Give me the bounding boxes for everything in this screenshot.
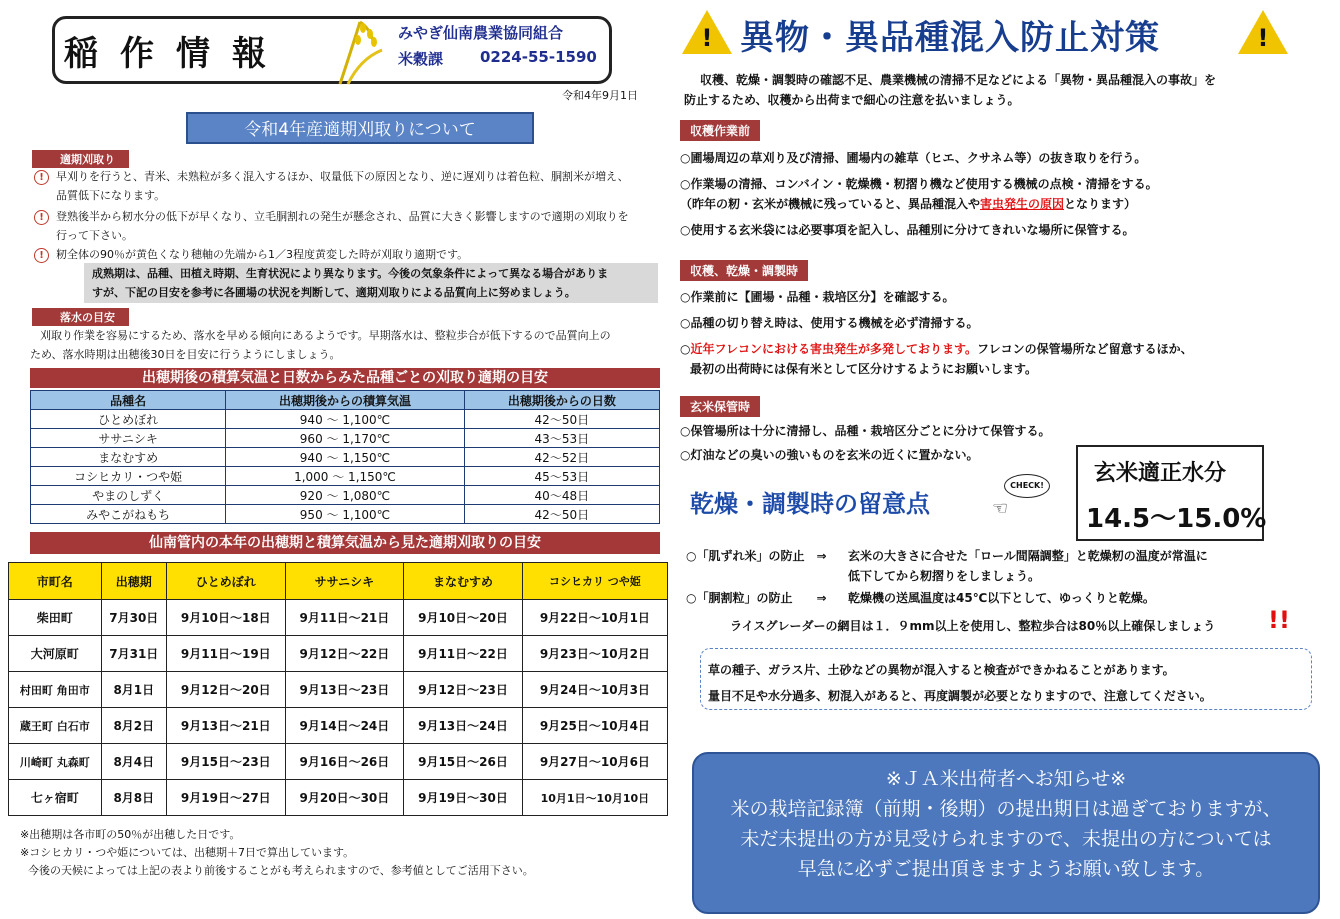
- table2-header: コシヒカリ つや姫: [522, 563, 667, 600]
- grader-text: ライスグレーダーの網目は１．９mm以上を使用し、整粒歩合は80％以上確保しましょう: [730, 619, 1216, 633]
- phone-number: 0224-55-1590: [480, 48, 597, 66]
- table-cell: 9月12日〜20日: [167, 672, 286, 708]
- table-cell: 大河原町: [9, 636, 102, 672]
- pre-harvest-item: ○圃場周辺の草刈り及び清掃、圃場内の雑草（ヒエ、クサネム等）の抜き取りを行う。: [680, 151, 1147, 165]
- table-cell: まなむすめ: [31, 448, 226, 467]
- moisture-label: 玄米適正水分: [1094, 461, 1227, 486]
- storage-item: ○保管場所は十分に清掃し、品種・栽培区分ごとに分けて保管する。: [680, 424, 1051, 438]
- table-cell: 9月14日〜24日: [285, 708, 404, 744]
- intro-line-1: 収穫、乾燥・調製時の確認不足、農業機械の清掃不足などによる「異物・異品種混入の事故」を: [700, 73, 1217, 87]
- ja-notice-line: 早急に必ずご提出頂きますようお願い致します。: [797, 858, 1215, 880]
- warning-icon: !: [34, 210, 49, 225]
- bran-label: ○「肌ずれ米」の防止 ⇒: [686, 549, 827, 563]
- drying-alert-bullet: ○: [680, 342, 691, 356]
- table-cell: 9月23日〜10月2日: [522, 636, 667, 672]
- table-cell: 9月11日〜19日: [167, 636, 286, 672]
- ja-notice-line: 未だ未提出の方が見受けられますので、未提出の方については: [740, 828, 1272, 850]
- org-name: みやぎ仙南農業協同組合: [398, 24, 564, 42]
- table-cell: コシヒカリ・つや姫: [31, 467, 226, 486]
- table-cell: 9月11日〜21日: [285, 600, 404, 636]
- table-cell: 940 〜 1,150℃: [226, 448, 464, 467]
- pest-cause-highlight: 害虫発生の原因: [980, 197, 1065, 211]
- storage-item: ○灯油などの臭いの強いものを玄米の近くに置かない。: [680, 448, 979, 462]
- table-cell: 1,000 〜 1,150℃: [226, 467, 464, 486]
- table2-header: ひとめぼれ: [167, 563, 286, 600]
- pre-harvest-note: [680, 194, 1136, 214]
- table1-header: 出穂期後からの積算気温: [226, 391, 464, 410]
- table-row: [9, 600, 668, 636]
- table-cell: 42〜50日: [464, 505, 659, 524]
- pre-harvest-item: ○作業場の清掃、コンバイン・乾燥機・籾摺り機など使用する機械の点検・清掃をする。: [680, 177, 1158, 191]
- table-cell: 950 〜 1,100℃: [226, 505, 464, 524]
- table-cell: 9月10日〜20日: [404, 600, 523, 636]
- table-cell: 9月15日〜26日: [404, 744, 523, 780]
- table-cell: 9月12日〜23日: [404, 672, 523, 708]
- table-cell: 8月1日: [101, 672, 166, 708]
- moisture-value: 14.5〜15.0%: [1086, 504, 1267, 534]
- table-cell: 9月15日〜23日: [167, 744, 286, 780]
- table1-header: 品種名: [31, 391, 226, 410]
- table-cell: やまのしずく: [31, 486, 226, 505]
- table-cell: 9月20日〜30日: [285, 780, 404, 816]
- warning-icon: !: [34, 248, 49, 263]
- table-cell: 40〜48日: [464, 486, 659, 505]
- table-cell: 9月13日〜24日: [404, 708, 523, 744]
- drain-text-2: ため、落水時期は出穂後30日を目安に行うようにしましょう。: [30, 348, 341, 361]
- table-cell: 8月4日: [101, 744, 166, 780]
- table-row: [9, 636, 668, 672]
- table-cell: 42〜52日: [464, 448, 659, 467]
- table-row: [9, 780, 668, 816]
- table-cell: 9月19日〜27日: [167, 780, 286, 816]
- harvest-text-2b: 行って下さい。: [56, 229, 133, 242]
- table-cell: 9月27日〜10月6日: [522, 744, 667, 780]
- table-cell: ササニシキ: [31, 429, 226, 448]
- table-cell: 10月1日〜10月10日: [522, 780, 667, 816]
- section-label-harvest: 適期刈取り: [32, 150, 129, 168]
- page-title: 稲作情報: [64, 34, 288, 74]
- foreign-matter-text-1: 草の種子、ガラス片、土砂などの異物が混入すると検査ができかねることがあります。: [708, 663, 1175, 677]
- table-row: [9, 744, 668, 780]
- table-cell: ひとめぼれ: [31, 410, 226, 429]
- table-row: [31, 467, 660, 486]
- ja-notice-box: [692, 752, 1320, 914]
- drying-alert-post: フレコンの保管場所など留意するほか、: [977, 342, 1193, 356]
- table-cell: 村田町 角田市: [9, 672, 102, 708]
- table-row: [31, 448, 660, 467]
- table-cell: 川崎町 丸森町: [9, 744, 102, 780]
- table-cell: 7月31日: [101, 636, 166, 672]
- drain-text-1: 刈取り作業を容易にするため、落水を早める傾向にあるようです。早期落水は、整粒歩合が低下するので品質向上の: [40, 329, 611, 342]
- table-cell: 七ヶ宿町: [9, 780, 102, 816]
- table-cell: 960 〜 1,170℃: [226, 429, 464, 448]
- pre-harvest-note-post: となります）: [1064, 197, 1137, 211]
- table2-header: ササニシキ: [285, 563, 404, 600]
- dept-name: 米穀課: [398, 50, 444, 68]
- table-cell: 8月2日: [101, 708, 166, 744]
- table-cell: 8月8日: [101, 780, 166, 816]
- drying-item: ○品種の切り替え時は、使用する機械を必ず清掃する。: [680, 316, 979, 330]
- table-cell: 蔵王町 白石市: [9, 708, 102, 744]
- crack-label: ○「胴割粒」の防止 ⇒: [686, 591, 827, 605]
- table1-title: 出穂期後の積算気温と日数からみた品種ごとの刈取り適期の目安: [30, 368, 660, 388]
- table-row: [9, 708, 668, 744]
- table-cell: 9月13日〜21日: [167, 708, 286, 744]
- check-badge: CHECK!: [1004, 474, 1050, 498]
- caution-mark: !: [701, 24, 713, 52]
- table2-header: まなむすめ: [404, 563, 523, 600]
- pre-harvest-note-pre: （昨年の籾・玄米が機械に残っていると、異品種混入や: [680, 197, 981, 211]
- intro-line-2: 防止するため、収穫から出荷まで細心の注意を払いましょう。: [684, 93, 1020, 107]
- table-cell: 940 〜 1,100℃: [226, 410, 464, 429]
- maturity-note-2: すが、下記の目安を参考に各圃場の状況を判断して、適期刈取りによる品質向上に努めましょう。: [92, 286, 576, 299]
- section-label-pre-harvest: 収穫作業前: [680, 120, 760, 141]
- variety-table: [30, 390, 660, 524]
- pre-harvest-item: ○使用する玄米袋には必要事項を記入し、品種別に分けてきれいな場所に保管する。: [680, 223, 1135, 237]
- table-cell: 9月13日〜23日: [285, 672, 404, 708]
- table-row: [9, 672, 668, 708]
- warning-icon: !: [34, 170, 49, 185]
- exclamation-mark: !!: [1268, 606, 1290, 634]
- table-row: [31, 505, 660, 524]
- ja-notice-line: 米の栽培記録簿（前期・後期）の提出期日は過ぎておりますが、: [730, 798, 1282, 820]
- footnote: ※コシヒカリ・つや姫については、出穂期＋7日で算出しています。: [20, 846, 355, 859]
- crack-text: 乾燥機の送風温度は45℃以下として、ゆっくりと乾燥。: [848, 591, 1155, 605]
- table-cell: 42〜50日: [464, 410, 659, 429]
- flecon-pest-highlight: 近年フレコンにおける害虫発生が多発しております。: [690, 342, 978, 356]
- table-cell: 9月22日〜10月1日: [522, 600, 667, 636]
- table-cell: 7月30日: [101, 600, 166, 636]
- harvest-text-2a: 登熟後半から籾水分の低下が早くなり、立毛胴割れの発生が懸念され、品質に大きく影響しますので適期の刈取りを: [56, 210, 629, 223]
- table-cell: 9月10日〜18日: [167, 600, 286, 636]
- table-cell: みやこがねもち: [31, 505, 226, 524]
- table-cell: 9月12日〜22日: [285, 636, 404, 672]
- footnote: ※出穂期は各市町の50％が出穂した日です。: [20, 828, 241, 841]
- table-cell: 9月11日〜22日: [404, 636, 523, 672]
- municipality-table: [8, 562, 668, 816]
- caution-mark: !: [1257, 24, 1269, 52]
- maturity-note-1: 成熟期は、品種、田植え時期、生育状況により異なります。今後の気象条件によって異なる場合がありま: [92, 267, 609, 280]
- harvest-text-1a: 早刈りを行うと、青米、未熟粒が多く混入するほか、収量低下の原因となり、逆に遅刈りは着色粒、胴割米が増え、: [56, 170, 629, 183]
- section-banner: 令和4年産適期刈取りについて: [186, 112, 534, 144]
- foreign-matter-text-2: 量目不足や水分過多、籾混入があると、再度調製が必要となりますので、注意してください。: [708, 689, 1212, 703]
- table-cell: 45〜53日: [464, 467, 659, 486]
- drying-points-title: 乾燥・調製時の留意点: [690, 490, 930, 518]
- table1-header: 出穂期後からの日数: [464, 391, 659, 410]
- section-label-drying: 収穫、乾燥・調製時: [680, 260, 808, 281]
- section-label-storage: 玄米保管時: [680, 396, 760, 417]
- table2-title: 仙南管内の本年の出穂期と積算気温から見た適期刈取りの目安: [30, 532, 660, 554]
- table2-header: 出穂期: [101, 563, 166, 600]
- table-cell: 9月16日〜26日: [285, 744, 404, 780]
- table2-header: 市町名: [9, 563, 102, 600]
- table-cell: 9月19日〜30日: [404, 780, 523, 816]
- rice-plant-icon: [330, 14, 390, 86]
- bran-text-2: 低下してから籾摺りをしましょう。: [848, 569, 1041, 583]
- ja-notice-title: ※ＪＡ米出荷者へお知らせ※: [885, 768, 1127, 790]
- drying-alert: [680, 339, 1193, 359]
- harvest-text-3: 籾全体の90％が黄色くなり穂軸の先端から1／3程度黄変した時が刈取り適期です。: [56, 248, 469, 261]
- table-cell: 920 〜 1,080℃: [226, 486, 464, 505]
- table-cell: 9月24日〜10月3日: [522, 672, 667, 708]
- table-row: [31, 486, 660, 505]
- harvest-text-1b: 品質低下になります。: [56, 189, 166, 202]
- section-label-drain: 落水の目安: [32, 308, 129, 326]
- right-title: 異物・異品種混入防止対策: [740, 18, 1160, 58]
- issue-date: 令和4年9月1日: [562, 89, 638, 102]
- pointing-hand-icon: ☜: [992, 498, 1009, 519]
- table-row: [31, 410, 660, 429]
- table-row: [31, 429, 660, 448]
- bran-text-1: 玄米の大きさに合せた「ロール間隔調整」と乾燥籾の温度が常温に: [848, 549, 1208, 563]
- drying-item: 最初の出荷時には保有米として区分けするようにお願いします。: [690, 362, 1038, 376]
- drying-item: ○作業前に【圃場・品種・栽培区分】を確認する。: [680, 290, 955, 304]
- table-cell: 43〜53日: [464, 429, 659, 448]
- table-cell: 9月25日〜10月4日: [522, 708, 667, 744]
- footnote: 今後の天候によっては上記の表より前後することがも考えられますので、参考値としてご活用下さい。: [28, 864, 534, 877]
- table-cell: 柴田町: [9, 600, 102, 636]
